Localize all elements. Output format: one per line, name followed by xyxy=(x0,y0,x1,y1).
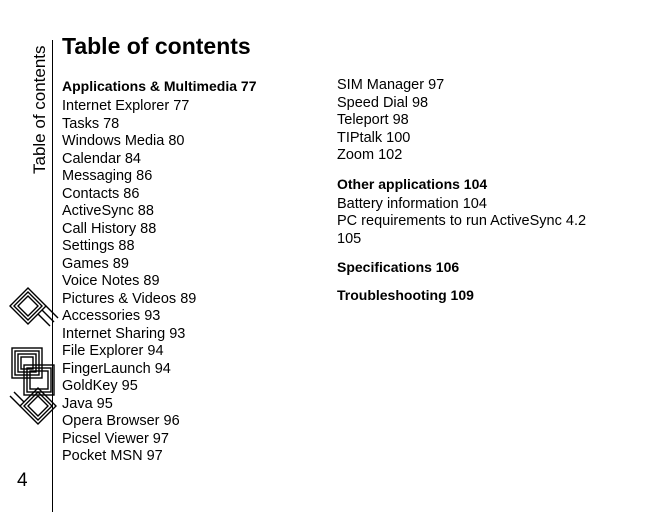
toc-item: Battery information 104 xyxy=(337,195,487,212)
toc-heading-other-applications: Other applications 104 xyxy=(337,175,488,192)
toc-item: TIPtalk 100 xyxy=(337,129,411,146)
toc-item: Voice Notes 89 xyxy=(62,273,160,289)
page-number: 4 xyxy=(17,470,28,491)
toc-item: Games 89 xyxy=(62,255,129,272)
toc-item: Opera Browser 96 xyxy=(62,413,180,429)
toc-item: Internet Sharing 93 xyxy=(62,325,186,342)
side-section-label: Table of contents xyxy=(30,45,49,174)
toc-left-column xyxy=(62,77,322,466)
toc-item: Zoom 102 xyxy=(337,147,403,163)
toc-item: Contacts 86 xyxy=(62,185,140,202)
vertical-divider xyxy=(52,40,53,512)
toc-item: Speed Dial 98 xyxy=(337,94,429,111)
toc-item: Picsel Viewer 97 xyxy=(62,430,169,447)
toc-item: Accessories 93 xyxy=(62,308,161,324)
toc-item: SIM Manager 97 xyxy=(337,77,445,93)
toc-item: Pocket MSN 97 xyxy=(62,448,163,464)
toc-right-column xyxy=(337,77,607,307)
toc-heading-troubleshooting: Troubleshooting 109 xyxy=(337,287,474,303)
toc-item: Internet Explorer 77 xyxy=(62,98,190,114)
toc-item: Settings 88 xyxy=(62,238,135,254)
toc-item: Windows Media 80 xyxy=(62,133,185,149)
toc-item: Java 95 xyxy=(62,395,113,412)
toc-item: GoldKey 95 xyxy=(62,378,138,394)
toc-item: Tasks 78 xyxy=(62,115,120,132)
toc-heading-specifications: Specifications 106 xyxy=(337,259,460,275)
page-title: Table of contents xyxy=(62,33,251,59)
toc-item: FingerLaunch 94 xyxy=(62,360,171,377)
toc-item: Pictures & Videos 89 xyxy=(62,290,197,307)
decorative-diamond-graphic xyxy=(4,280,64,440)
toc-heading-applications: Applications & Multimedia 77 xyxy=(62,78,257,94)
toc-item: Messaging 86 xyxy=(62,168,153,184)
toc-item: ActiveSync 88 xyxy=(62,203,154,219)
toc-item: Teleport 98 xyxy=(337,112,409,128)
toc-item: Call History 88 xyxy=(62,220,157,237)
toc-item: Calendar 84 xyxy=(62,150,141,167)
toc-item: File Explorer 94 xyxy=(62,343,164,359)
toc-item: PC requirements to run ActiveSync 4.2 105 xyxy=(337,213,587,247)
